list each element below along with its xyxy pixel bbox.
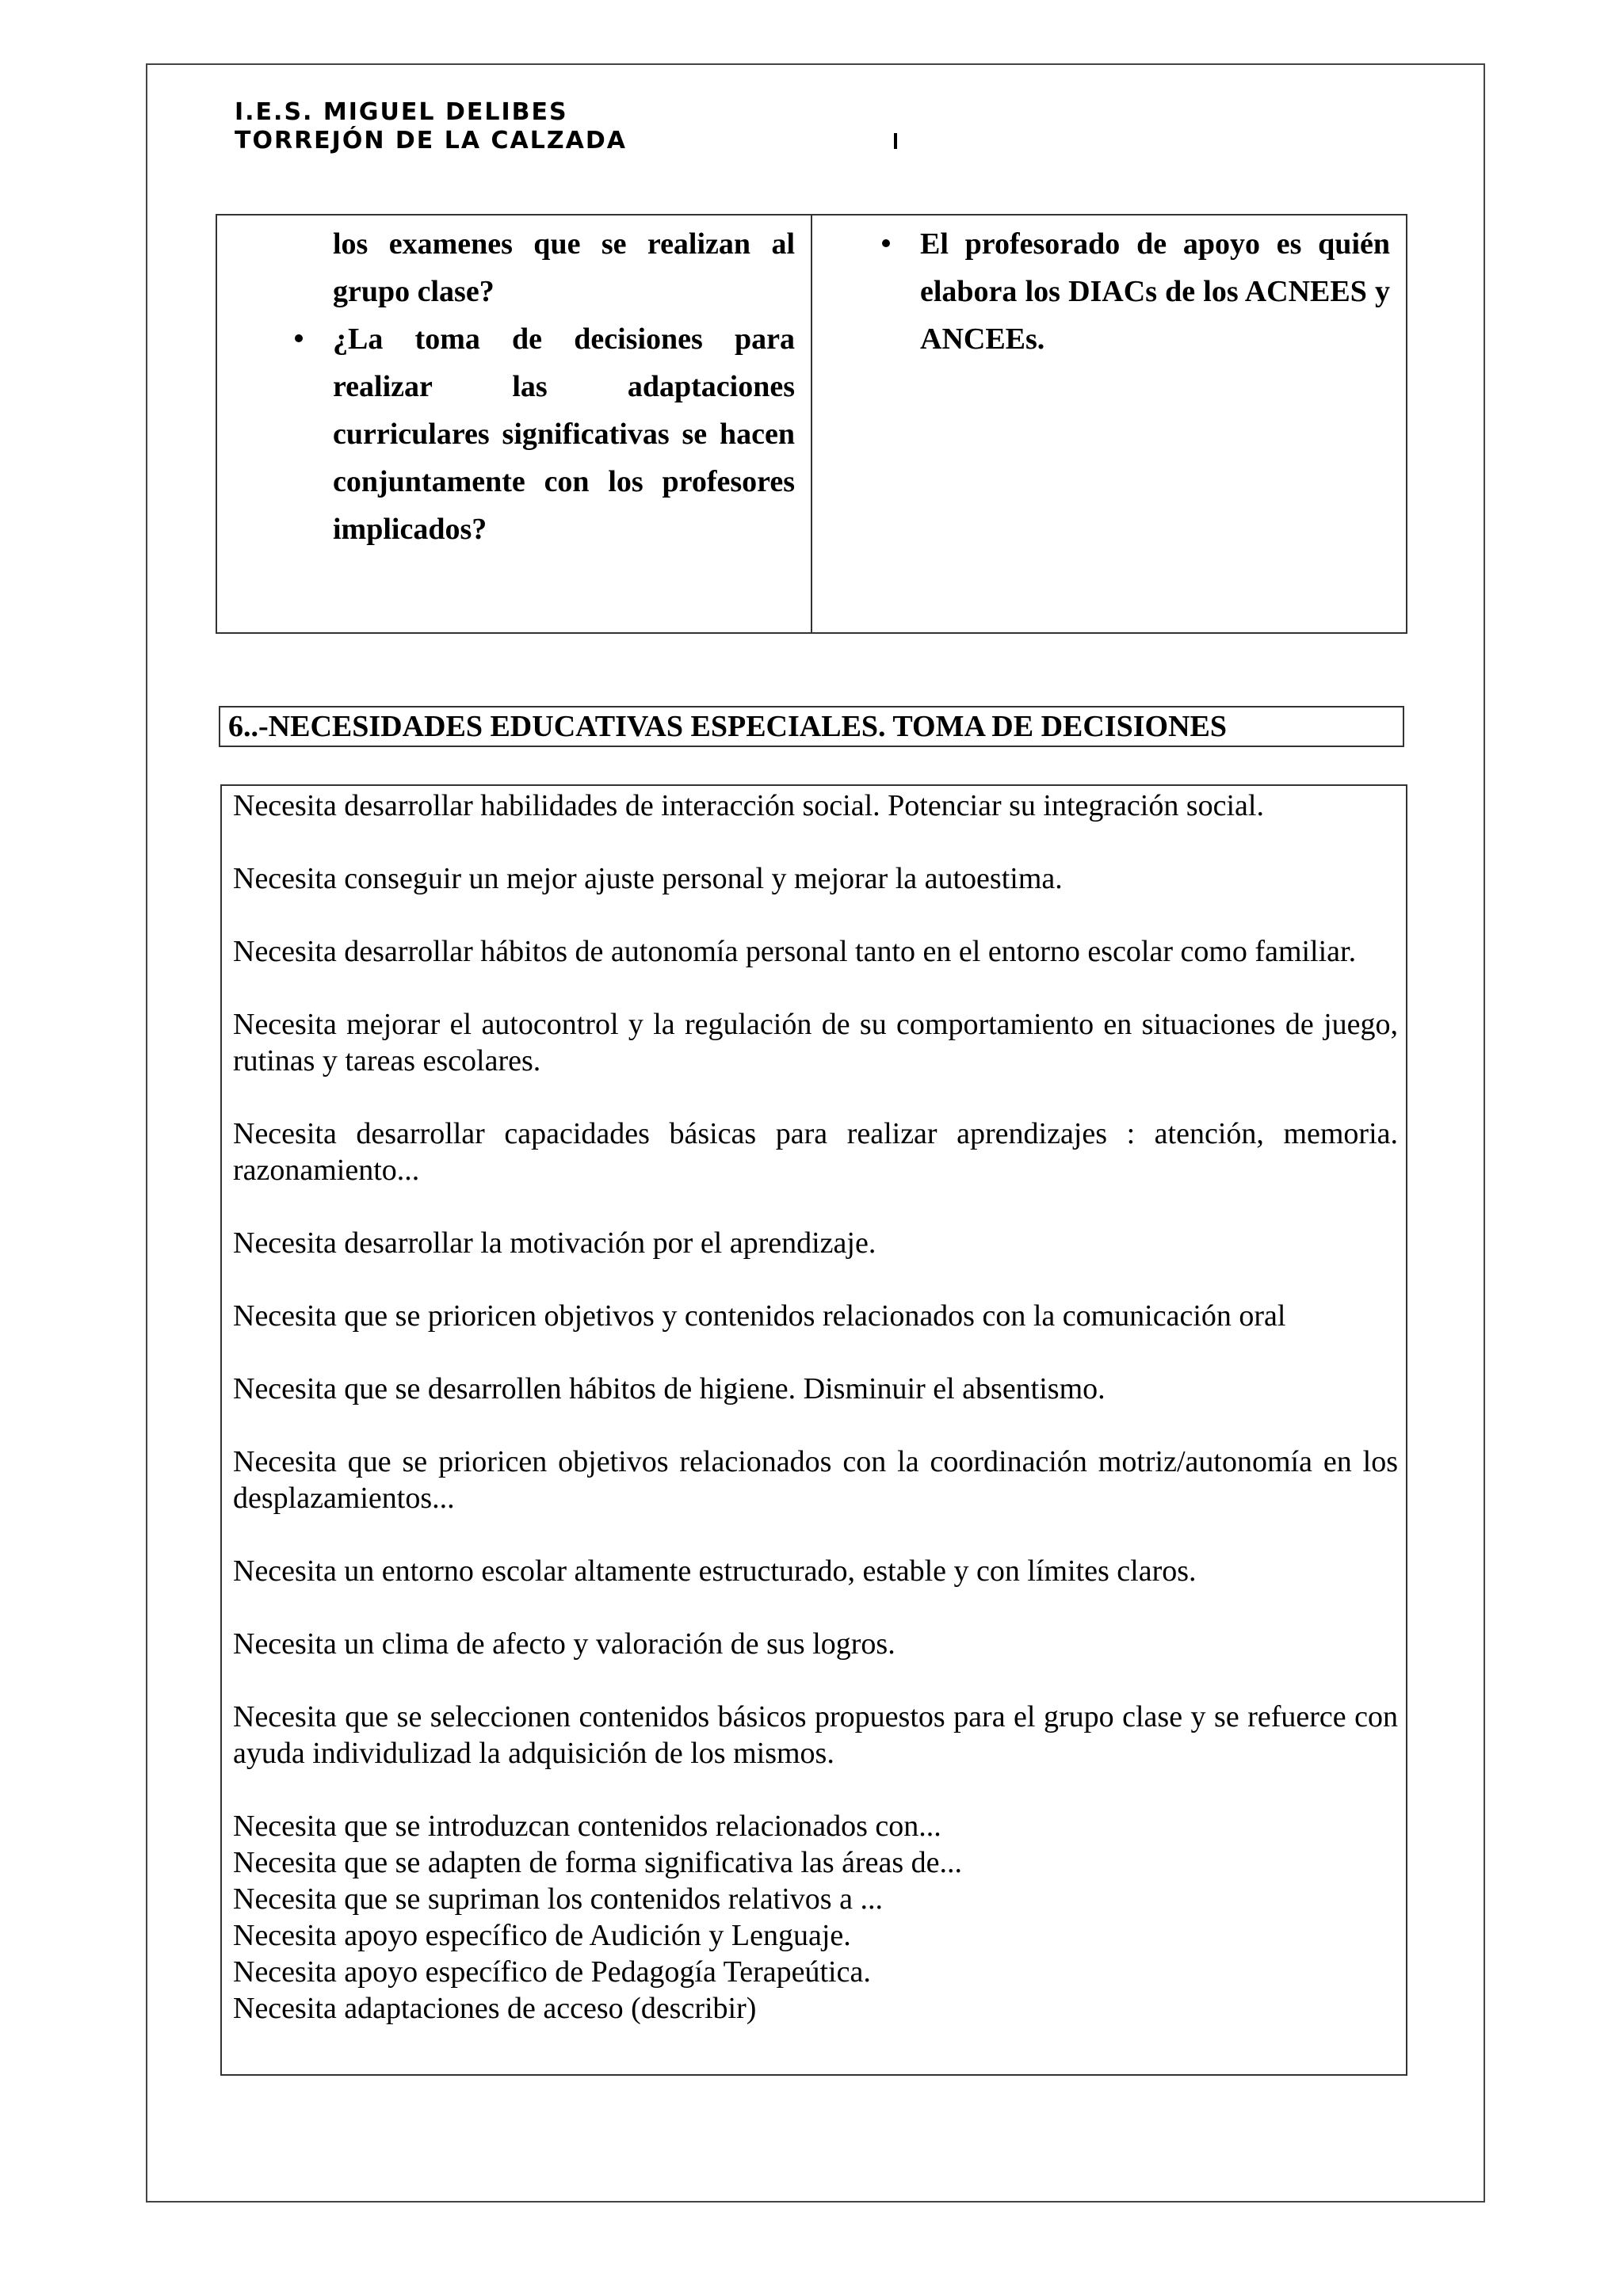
school-name: I.E.S. MIGUEL DELIBES: [235, 98, 568, 126]
school-location: TORREJÓN DE LA CALZADA: [235, 127, 627, 154]
need-item: Necesita conseguir un mejor ajuste personal y mejorar la autoestima.: [233, 862, 1063, 895]
need-item: Necesita desarrollar hábitos de autonomía personal tanto en el entorno escolar como familiar.: [233, 935, 1357, 968]
questions-cell-left: [217, 215, 812, 632]
need-line: Necesita apoyo específico de Pedagogía Terapeútica.: [233, 1955, 871, 1989]
need-item: Necesita que se prioricen objetivos y contenidos relacionados con la comunicación oral: [233, 1299, 1286, 1333]
need-item: Necesita un clima de afecto y valoración de sus logros.: [233, 1627, 896, 1661]
need-item: Necesita que se prioricen objetivos relacionados con la coordinación motriz/autonomía en los desplazamientos...: [233, 1445, 1398, 1515]
school-header: [235, 98, 900, 155]
need-line: Necesita que se supriman los contenidos relativos a ...: [233, 1882, 883, 1916]
section-title: 6..-NECESIDADES EDUCATIVAS ESPECIALES. TOMA DE DECISIONES: [219, 706, 1404, 747]
need-line: Necesita que se adapten de forma significativa las áreas de...: [233, 1846, 963, 1879]
needs-list-group: [233, 1808, 1398, 2027]
need-line: Necesita apoyo específico de Audición y Lenguaje.: [233, 1919, 851, 1952]
answer-item: El profesorado de apoyo es quién elabora los DIACs de los ACNEES y ANCEEs.: [920, 227, 1390, 356]
need-line: Necesita que se introduzcan contenidos relacionados con...: [233, 1810, 941, 1843]
need-item: Necesita desarrollar capacidades básicas para realizar aprendizajes : atención, memoria. razonamiento...: [233, 1117, 1398, 1187]
needs-box: [220, 784, 1407, 2076]
need-line: Necesita adaptaciones de acceso (describir): [233, 1992, 757, 2025]
bullet-icon: [882, 239, 890, 247]
question-item: ¿La toma de decisiones para realizar las adaptaciones curriculares significativas se hacen conjuntamente con los profesores implicados?: [333, 322, 795, 546]
bullet-icon: [295, 334, 303, 342]
need-item: Necesita un entorno escolar altamente estructurado, estable y con límites claros.: [233, 1554, 1197, 1588]
questions-table: [216, 214, 1407, 634]
need-item: Necesita que se desarrollen hábitos de higiene. Disminuir el absentismo.: [233, 1372, 1106, 1405]
need-item: Necesita que se seleccionen contenidos básicos propuestos para el grupo clase y se refuerce con ayuda individulizad la adquisición de los mismos.: [233, 1700, 1398, 1770]
need-item: Necesita mejorar el autocontrol y la regulación de su comportamiento en situaciones de juego, rutinas y tareas escolares.: [233, 1008, 1398, 1077]
header-cut-mark: [894, 133, 897, 149]
need-item: Necesita desarrollar la motivación por el aprendizaje.: [233, 1226, 876, 1260]
answers-cell-right: [812, 215, 1406, 632]
question-continuation: los examenes que se realizan al grupo clase?: [333, 227, 795, 308]
need-item: Necesita desarrollar habilidades de interacción social. Potenciar su integración social.: [233, 789, 1264, 822]
